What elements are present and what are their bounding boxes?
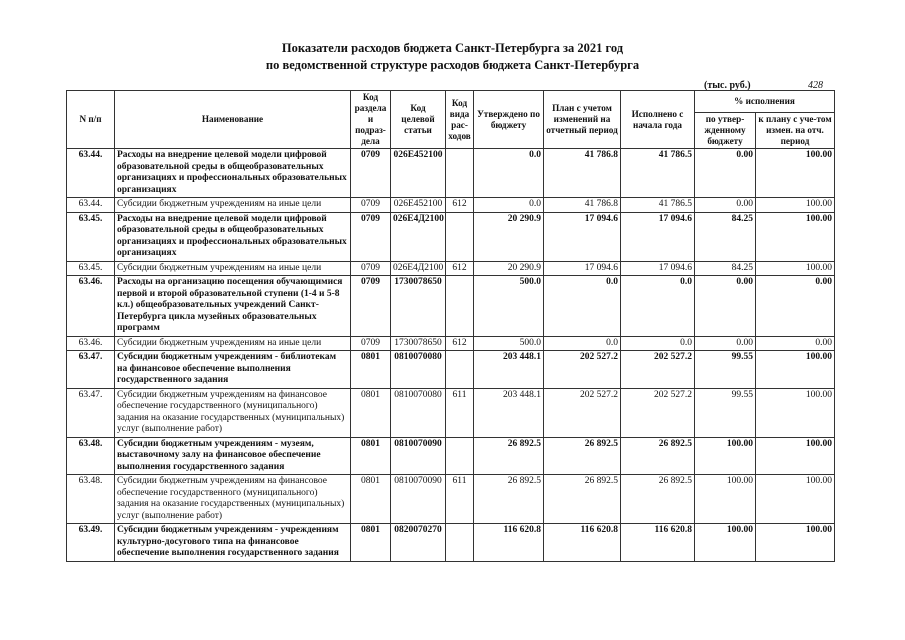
row-section-code: 0709 bbox=[351, 212, 391, 261]
row-type-code bbox=[446, 351, 474, 389]
row-name: Субсидии бюджетным учреждениям на финансовое обеспечение государственного (муниципального) задания на оказание государственных (муниципальных) услуг (выполнение работ) bbox=[115, 388, 351, 437]
row-plan: 0.0 bbox=[544, 276, 621, 337]
row-plan: 41 786.8 bbox=[544, 149, 621, 198]
col-header-type: Код вида рас-ходов bbox=[446, 91, 474, 149]
row-plan: 26 892.5 bbox=[544, 475, 621, 524]
row-approved: 0.0 bbox=[474, 198, 544, 213]
row-type-code bbox=[446, 524, 474, 562]
row-pct-plan: 0.00 bbox=[756, 276, 835, 337]
row-target-code: 0810070090 bbox=[391, 437, 446, 475]
row-pct-budget: 100.00 bbox=[695, 437, 756, 475]
table-row bbox=[67, 149, 835, 198]
row-name: Субсидии бюджетным учреждениям - учреждениям культурно-досугового типа на финансовое обеспечение выполнения государственного задания bbox=[115, 524, 351, 562]
row-type-code bbox=[446, 276, 474, 337]
row-pct-budget: 100.00 bbox=[695, 475, 756, 524]
row-plan: 26 892.5 bbox=[544, 437, 621, 475]
row-type-code: 612 bbox=[446, 336, 474, 351]
col-header-name: Наименование bbox=[115, 91, 351, 149]
row-type-code bbox=[446, 437, 474, 475]
row-plan: 116 620.8 bbox=[544, 524, 621, 562]
row-name: Субсидии бюджетным учреждениям на иные цели bbox=[115, 198, 351, 213]
row-executed: 41 786.5 bbox=[621, 198, 695, 213]
row-type-code: 611 bbox=[446, 388, 474, 437]
row-target-code: 0820070270 bbox=[391, 524, 446, 562]
table-row bbox=[67, 212, 835, 261]
row-approved: 203 448.1 bbox=[474, 388, 544, 437]
row-pct-plan: 100.00 bbox=[756, 437, 835, 475]
row-approved: 500.0 bbox=[474, 276, 544, 337]
row-num: 63.46. bbox=[67, 276, 115, 337]
row-target-code: 0810070080 bbox=[391, 351, 446, 389]
row-target-code: 1730078650 bbox=[391, 336, 446, 351]
row-name: Расходы на организацию посещения обучающимися первой и второй образовательной ступени (1-4 и 5-8 кл.) общеобразовательных учреждений Санкт-Петербурга цикла музейных образовательных программ bbox=[115, 276, 351, 337]
row-pct-budget: 84.25 bbox=[695, 212, 756, 261]
row-section-code: 0709 bbox=[351, 336, 391, 351]
row-num: 63.48. bbox=[67, 475, 115, 524]
row-executed: 41 786.5 bbox=[621, 149, 695, 198]
table-row bbox=[67, 261, 835, 276]
table-row bbox=[67, 276, 835, 337]
row-section-code: 0801 bbox=[351, 475, 391, 524]
expenditure-table bbox=[66, 90, 835, 562]
table-row bbox=[67, 475, 835, 524]
row-approved: 26 892.5 bbox=[474, 437, 544, 475]
units-label: (тыс. руб.) bbox=[704, 80, 751, 91]
row-section-code: 0801 bbox=[351, 351, 391, 389]
row-executed: 202 527.2 bbox=[621, 388, 695, 437]
col-header-plan: План с учетом изменений на отчетный период bbox=[544, 91, 621, 149]
row-pct-plan: 100.00 bbox=[756, 198, 835, 213]
col-header-approved: Утверждено по бюджету bbox=[474, 91, 544, 149]
table-row bbox=[67, 198, 835, 213]
row-type-code bbox=[446, 149, 474, 198]
row-name: Субсидии бюджетным учреждениям на финансовое обеспечение государственного (муниципального) задания на оказание государственных (муниципальных) услуг (выполнение работ) bbox=[115, 475, 351, 524]
row-approved: 500.0 bbox=[474, 336, 544, 351]
row-approved: 20 290.9 bbox=[474, 212, 544, 261]
row-pct-budget: 0.00 bbox=[695, 276, 756, 337]
row-approved: 203 448.1 bbox=[474, 351, 544, 389]
row-num: 63.47. bbox=[67, 388, 115, 437]
table-row bbox=[67, 336, 835, 351]
row-target-code: 1730078650 bbox=[391, 276, 446, 337]
row-executed: 0.0 bbox=[621, 276, 695, 337]
row-pct-budget: 0.00 bbox=[695, 336, 756, 351]
row-target-code: 026Е452100 bbox=[391, 198, 446, 213]
row-section-code: 0801 bbox=[351, 437, 391, 475]
col-header-pct-plan: к плану с уче-том измен. на отч. период bbox=[756, 113, 835, 149]
row-type-code bbox=[446, 212, 474, 261]
row-num: 63.47. bbox=[67, 351, 115, 389]
row-plan: 17 094.6 bbox=[544, 212, 621, 261]
row-num: 63.45. bbox=[67, 261, 115, 276]
row-pct-plan: 100.00 bbox=[756, 212, 835, 261]
row-num: 63.49. bbox=[67, 524, 115, 562]
col-header-pct-budget: по утвер-жденному бюджету bbox=[695, 113, 756, 149]
row-executed: 0.0 bbox=[621, 336, 695, 351]
table-row bbox=[67, 524, 835, 562]
table-row bbox=[67, 388, 835, 437]
row-pct-budget: 0.00 bbox=[695, 198, 756, 213]
row-pct-budget: 100.00 bbox=[695, 524, 756, 562]
row-pct-budget: 99.55 bbox=[695, 388, 756, 437]
row-executed: 202 527.2 bbox=[621, 351, 695, 389]
row-name: Расходы на внедрение целевой модели цифровой образовательной среды в общеобразовательных организациях и профессиональных образовательных организациях bbox=[115, 212, 351, 261]
row-num: 63.44. bbox=[67, 198, 115, 213]
row-plan: 17 094.6 bbox=[544, 261, 621, 276]
row-plan: 0.0 bbox=[544, 336, 621, 351]
col-header-executed: Исполнено с начала года bbox=[621, 91, 695, 149]
row-pct-plan: 100.00 bbox=[756, 351, 835, 389]
row-executed: 116 620.8 bbox=[621, 524, 695, 562]
row-target-code: 026Е452100 bbox=[391, 149, 446, 198]
row-type-code: 612 bbox=[446, 261, 474, 276]
row-pct-plan: 0.00 bbox=[756, 336, 835, 351]
row-num: 63.45. bbox=[67, 212, 115, 261]
row-target-code: 026Е4Д2100 bbox=[391, 212, 446, 261]
document-title-line-2: по ведомственной структуре расходов бюджета Санкт-Петербурга bbox=[265, 58, 640, 72]
table-body bbox=[67, 149, 835, 562]
row-executed: 17 094.6 bbox=[621, 261, 695, 276]
row-name: Субсидии бюджетным учреждениям на иные цели bbox=[115, 261, 351, 276]
table-row bbox=[67, 351, 835, 389]
row-approved: 26 892.5 bbox=[474, 475, 544, 524]
row-pct-budget: 0.00 bbox=[695, 149, 756, 198]
row-pct-budget: 84.25 bbox=[695, 261, 756, 276]
row-section-code: 0709 bbox=[351, 276, 391, 337]
row-pct-plan: 100.00 bbox=[756, 475, 835, 524]
page-number: 428 bbox=[808, 80, 823, 91]
row-approved: 0.0 bbox=[474, 149, 544, 198]
col-header-section: Код раздела и подраз-дела bbox=[351, 91, 391, 149]
row-target-code: 026Е4Д2100 bbox=[391, 261, 446, 276]
row-pct-plan: 100.00 bbox=[756, 524, 835, 562]
row-num: 63.44. bbox=[67, 149, 115, 198]
row-plan: 202 527.2 bbox=[544, 388, 621, 437]
row-name: Расходы на внедрение целевой модели цифровой образовательной среды в общеобразовательных организациях и профессиональных образовательных организациях bbox=[115, 149, 351, 198]
row-target-code: 0810070080 bbox=[391, 388, 446, 437]
row-executed: 26 892.5 bbox=[621, 475, 695, 524]
row-section-code: 0709 bbox=[351, 261, 391, 276]
row-num: 63.46. bbox=[67, 336, 115, 351]
row-plan: 41 786.8 bbox=[544, 198, 621, 213]
row-pct-plan: 100.00 bbox=[756, 261, 835, 276]
col-header-num: N п/п bbox=[67, 91, 115, 149]
row-target-code: 0810070090 bbox=[391, 475, 446, 524]
row-section-code: 0709 bbox=[351, 198, 391, 213]
row-type-code: 612 bbox=[446, 198, 474, 213]
row-type-code: 611 bbox=[446, 475, 474, 524]
row-name: Субсидии бюджетным учреждениям на иные цели bbox=[115, 336, 351, 351]
row-pct-plan: 100.00 bbox=[756, 388, 835, 437]
row-executed: 26 892.5 bbox=[621, 437, 695, 475]
row-section-code: 0801 bbox=[351, 524, 391, 562]
row-section-code: 0709 bbox=[351, 149, 391, 198]
row-section-code: 0801 bbox=[351, 388, 391, 437]
document-title-line-1: Показатели расходов бюджета Санкт-Петербурга за 2021 год bbox=[281, 41, 624, 55]
row-name: Субсидии бюджетным учреждениям - музеям, выставочному залу на финансовое обеспечение выполнения государственного задания bbox=[115, 437, 351, 475]
row-name: Субсидии бюджетным учреждениям - библиотекам на финансовое обеспечение выполнения государственного задания bbox=[115, 351, 351, 389]
row-pct-budget: 99.55 bbox=[695, 351, 756, 389]
row-plan: 202 527.2 bbox=[544, 351, 621, 389]
table-row bbox=[67, 437, 835, 475]
col-header-target: Код целевой статьи bbox=[391, 91, 446, 149]
row-approved: 20 290.9 bbox=[474, 261, 544, 276]
row-num: 63.48. bbox=[67, 437, 115, 475]
col-header-pct-group: % исполнения bbox=[695, 91, 835, 113]
row-executed: 17 094.6 bbox=[621, 212, 695, 261]
row-approved: 116 620.8 bbox=[474, 524, 544, 562]
row-pct-plan: 100.00 bbox=[756, 149, 835, 198]
